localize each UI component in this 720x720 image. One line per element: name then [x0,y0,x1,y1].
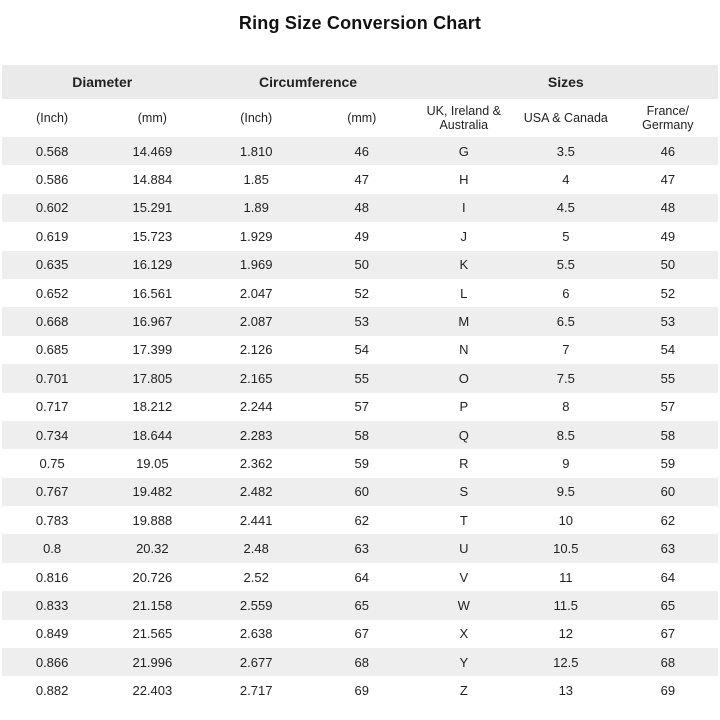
cell: 0.8 [43,541,62,557]
cell: U [459,541,469,557]
table-row [2,563,718,591]
cell: 20.726 [132,569,173,585]
cell: 19.482 [132,484,173,500]
cell: H [459,172,469,188]
cell: S [459,484,469,500]
cell: 64 [354,569,369,585]
cell: K [459,257,469,273]
cell: 11.5 [553,597,578,613]
cell: 16.561 [132,285,173,301]
cell: 48 [354,200,369,216]
cell: 10.5 [553,541,579,557]
cell: 19.05 [136,455,169,471]
cell: T [459,512,468,528]
column-header: (Inch) [2,99,102,137]
cell: 18.644 [132,427,173,443]
cell: Y [459,654,469,670]
cell: 2.165 [239,370,273,386]
cell: 0.568 [35,143,69,159]
cell: 46 [660,143,676,159]
cell: 2.087 [239,314,273,330]
cell: 18.212 [132,399,173,415]
column-header-row [2,99,718,137]
group-header-row [2,65,718,99]
group-header-circumference: Circumference [202,65,413,99]
cell: 63 [354,541,369,557]
table-row [2,421,718,449]
cell: L [460,285,468,301]
table-row [2,534,718,562]
table-row [2,251,718,279]
column-header: UK, Ireland & Australia [414,99,514,137]
cell: 0.833 [35,597,69,613]
cell: 2.283 [239,427,273,443]
cell: 49 [660,228,676,244]
cell: 68 [354,654,369,670]
cell: 8 [562,399,570,415]
cell: 54 [660,342,676,358]
cell: 0.767 [35,484,69,500]
cell: 11 [559,569,573,585]
cell: 1.85 [243,172,269,188]
cell: 67 [354,626,369,642]
table-row [2,279,718,307]
cell: 9.5 [556,484,575,500]
cell: 2.638 [239,626,273,642]
cell: 60 [660,484,676,500]
cell: 46 [354,143,369,159]
table-row [2,478,718,506]
cell: 15.723 [132,228,173,244]
cell: 21.996 [132,654,173,670]
cell: 1.969 [239,257,273,273]
cell: 17.805 [132,370,173,386]
cell: 5.5 [556,257,575,273]
cell: 58 [354,427,369,443]
cell: 2.126 [239,342,273,358]
cell: 55 [660,370,676,386]
cell: 4.5 [556,200,575,216]
cell: 19.888 [132,512,173,528]
cell: R [459,455,469,471]
cell: 2.047 [239,285,273,301]
cell: 50 [354,257,369,273]
table-row [2,336,718,364]
group-header-diameter: Diameter [2,65,202,99]
cell: 16.967 [132,314,173,330]
cell: 2.244 [239,399,273,415]
cell: 2.482 [239,484,273,500]
cell: 67 [660,626,676,642]
cell: Z [459,683,468,699]
cell: 50 [660,257,676,273]
cell: 0.668 [35,314,69,330]
cell: J [460,228,468,244]
cell: 59 [660,455,676,471]
column-header: France/ Germany [618,99,718,137]
cell: 2.677 [239,654,273,670]
cell: 54 [354,342,369,358]
cell: 62 [354,512,369,528]
cell: 16.129 [132,257,173,273]
table-row [2,506,718,534]
cell: W [457,597,470,613]
cell: 0.849 [35,626,69,642]
cell: 0.619 [35,228,69,244]
cell: 52 [354,285,369,301]
cell: 0.734 [35,427,69,443]
cell: 0.586 [35,172,69,188]
cell: 21.565 [132,626,173,642]
cell: 1.929 [239,228,273,244]
cell: 53 [354,314,369,330]
cell: 47 [354,172,369,188]
cell: 0.75 [39,455,65,471]
cell: 0.652 [35,285,69,301]
page-title: Ring Size Conversion Chart [238,13,482,33]
cell: 47 [660,172,676,188]
cell: 8.5 [556,427,575,443]
cell: 13 [558,683,574,699]
cell: 2.362 [239,455,273,471]
cell: 69 [660,683,676,699]
cell: 17.399 [132,342,173,358]
cell: 2.52 [243,569,269,585]
cell: 0.635 [35,257,69,273]
cell: 60 [354,484,369,500]
table-row [2,364,718,392]
cell: 12 [558,626,574,642]
cell: 0.602 [35,200,69,216]
cell: 20.32 [136,541,169,557]
cell: 0.701 [35,370,69,386]
cell: 2.559 [239,597,273,613]
cell: 4 [562,172,570,188]
table-row [2,393,718,421]
cell: 58 [660,427,676,443]
cell: Q [458,427,469,443]
table-row [2,676,718,704]
cell: 0.783 [35,512,69,528]
cell: 6 [562,285,570,301]
cell: 65 [660,597,676,613]
cell: 9 [562,455,570,471]
cell: 62 [660,512,676,528]
cell: 21.158 [132,597,173,613]
cell: 52 [660,285,676,301]
cell: 2.441 [239,512,273,528]
cell: 0.816 [35,569,69,585]
column-header: (mm) [310,99,414,137]
cell: 65 [354,597,369,613]
table-row [2,194,718,222]
table-row [2,165,718,193]
cell: 48 [660,200,676,216]
table-row [2,620,718,648]
table-row [2,648,718,676]
cell: 1.810 [239,143,273,159]
cell: 0.685 [35,342,69,358]
cell: 7.5 [556,370,575,386]
cell: 68 [660,654,676,670]
cell: 64 [660,569,676,585]
cell: V [459,569,469,585]
cell: X [459,626,469,642]
cell: 2.717 [239,683,273,699]
cell: 57 [354,399,369,415]
column-header: USA & Canada [514,99,618,137]
cell: O [458,370,469,386]
page [0,12,720,720]
group-header-sizes: Sizes [414,65,718,99]
cell: 59 [354,455,369,471]
cell: 1.89 [243,200,269,216]
cell: 63 [660,541,676,557]
cell: N [459,342,469,358]
cell: 49 [354,228,369,244]
table-row [2,307,718,335]
cell: 57 [660,399,676,415]
cell: 3.5 [556,143,575,159]
cell: M [458,314,470,330]
cell: P [459,399,469,415]
table-row [2,591,718,619]
cell: 53 [660,314,676,330]
table-row [2,222,718,250]
cell: 6.5 [556,314,575,330]
cell: 14.469 [132,143,173,159]
table-row [2,449,718,477]
cell: 22.403 [132,683,173,699]
cell: 0.866 [35,654,69,670]
column-header: (Inch) [202,99,309,137]
column-header: (mm) [102,99,202,137]
cell: I [461,200,466,216]
cell: 0.717 [35,399,69,415]
cell: 7 [562,342,570,358]
cell: G [458,143,469,159]
cell: 0.882 [35,683,69,699]
cell: 69 [354,683,369,699]
cell: 12.5 [553,654,579,670]
cell: 10 [558,512,574,528]
table-body [2,137,718,705]
cell: 5 [562,228,570,244]
table-header [2,65,718,137]
cell: 14.884 [132,172,173,188]
cell: 2.48 [243,541,269,557]
cell: 15.291 [132,200,173,216]
table-row [2,137,718,165]
ring-size-conversion-table [2,65,718,705]
cell: 55 [354,370,369,386]
